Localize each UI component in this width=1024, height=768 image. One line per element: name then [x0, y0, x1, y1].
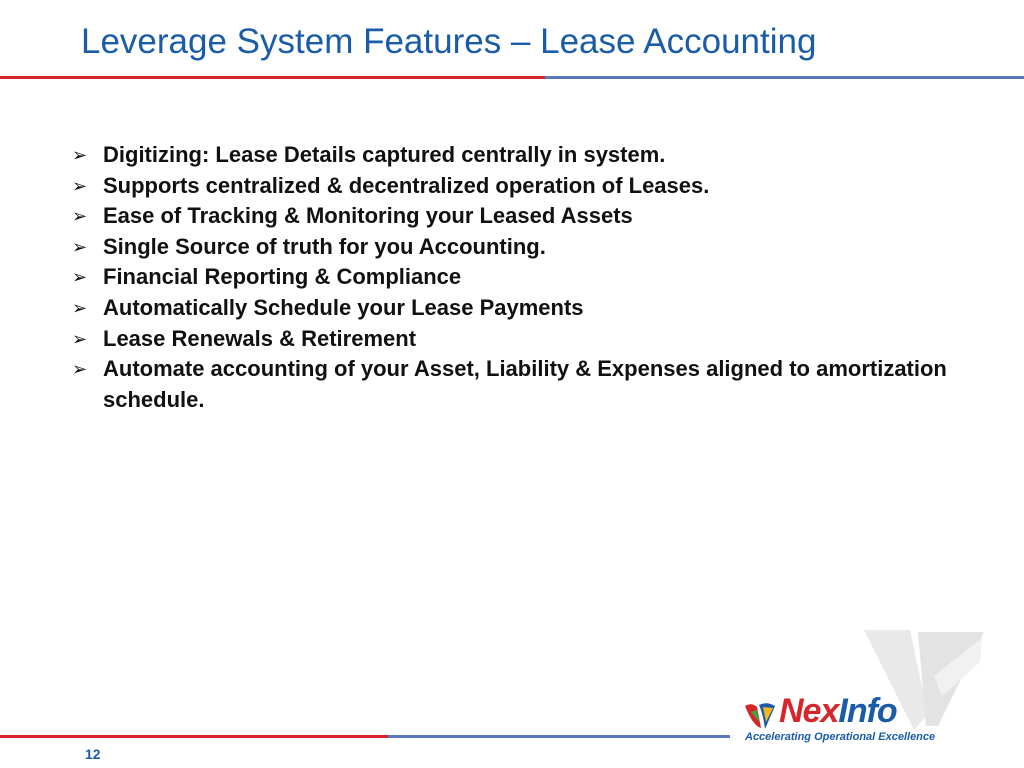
arrow-bullet-icon: ➢	[72, 206, 88, 227]
list-item	[72, 293, 952, 324]
list-item	[72, 262, 952, 293]
arrow-bullet-icon: ➢	[72, 267, 88, 288]
list-item	[72, 171, 952, 202]
feature-list	[72, 140, 952, 415]
list-item	[72, 324, 952, 355]
header-divider-blue	[545, 76, 1024, 79]
page-number: 12	[85, 746, 101, 762]
arrow-bullet-icon: ➢	[72, 328, 88, 349]
list-item-text: Automatically Schedule your Lease Payments	[103, 294, 584, 320]
list-item-text: Automate accounting of your Asset, Liability & Expenses aligned to amortization schedule.	[103, 356, 947, 412]
arrow-bullet-icon: ➢	[72, 297, 88, 318]
list-item	[72, 140, 952, 171]
arrow-bullet-icon: ➢	[72, 175, 88, 196]
header-divider-red	[0, 76, 545, 79]
logo-wordmark	[779, 692, 897, 731]
list-item-text: Financial Reporting & Compliance	[103, 264, 462, 290]
list-item-text: Digitizing: Lease Details captured centrally in system.	[103, 142, 666, 167]
nexinfo-mark-icon	[743, 702, 777, 732]
logo-word-nex: Nex	[779, 692, 839, 730]
logo-word-info: Info	[838, 692, 897, 730]
slide-title: Leverage System Features – Lease Accounting	[81, 22, 817, 61]
list-item	[72, 232, 952, 263]
footer-divider-red	[0, 735, 388, 738]
arrow-bullet-icon: ➢	[72, 145, 88, 165]
footer-divider-blue	[388, 735, 730, 738]
list-item-text: Ease of Tracking & Monitoring your Leased Assets	[103, 203, 633, 229]
logo-tagline: Accelerating Operational Excellence	[745, 731, 936, 743]
arrow-bullet-icon: ➢	[72, 359, 88, 380]
list-item-text: Supports centralized & decentralized operation of Leases.	[103, 172, 710, 198]
list-item-text: Lease Renewals & Retirement	[103, 325, 417, 351]
list-item	[72, 354, 952, 415]
list-item-text: Single Source of truth for you Accounting.	[103, 233, 546, 259]
arrow-bullet-icon: ➢	[72, 236, 88, 257]
list-item	[72, 201, 952, 232]
nexinfo-logo	[741, 692, 951, 746]
